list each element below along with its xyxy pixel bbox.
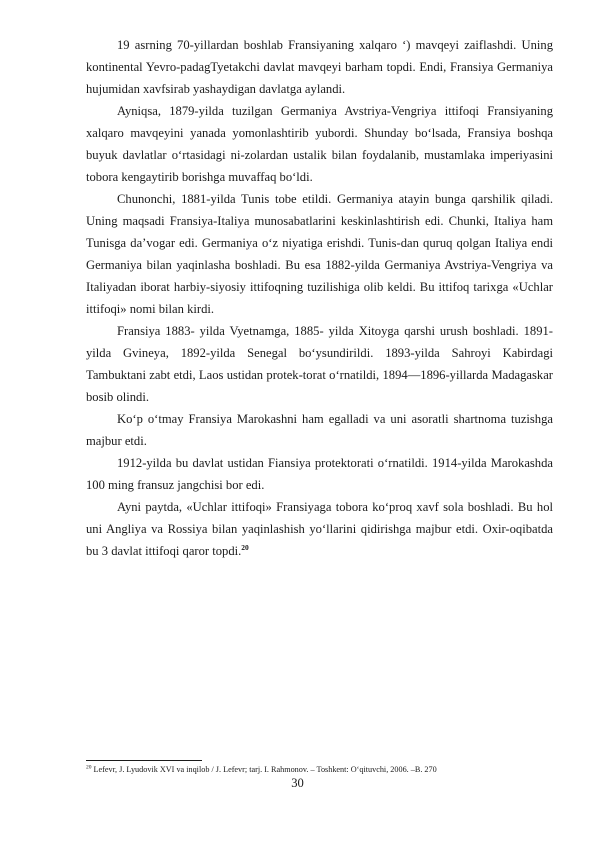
paragraph-6: 1912-yilda bu davlat ustidan Fiansiya protektorati o‘rnatildi. 1914-yilda Marokashda 100 ming fransuz jangchisi bor edi. — [86, 456, 553, 492]
paragraph-1: 19 asrning 70-yillardan boshlab Fransiyaning xalqaro ‘) mavqeyi zaiflashdi. Uning kontinental Yevro-padagTyetakchi davlat mavqeyi barham topdi. Endi, Fransiya Germaniya hujumidan xavfsirab yashaydigan davlatga aylandi. — [86, 38, 553, 96]
paragraph-3: Chunonchi, 1881-yilda Tunis tobe etildi. Germaniya atayin bunga qarshilik qiladi. Uning maqsadi Fransiya-Italiya munosabatlarini keskinlashtirish edi. Chunki, Italiya ham Tunisga da’vogar edi. Germaniya o‘z niyatiga erishdi. Tunis-dan quruq qolgan Italiya endi Germaniya bilan yaqinlasha boshladi. Bu esa 1882-yilda Germaniya Avstriya-Vengriya va Italiyadan iborat harbiy-siyosiy ittifoqning tuzilishiga olib keldi. Bu ittifoq tarixga «Uchlar ittifoqi» nomi bilan kirdi. — [86, 192, 553, 316]
paragraph-7-text: Ayni paytda, «Uchlar ittifoqi» Fransiyaga tobora ko‘proq xavf sola boshladi. Bu hol uni Angliya va Rossiya bilan yaqinlashish yo‘llarini qidirishga majbur etdi. Oxir-oqibatda bu 3 davlat ittifoqi qaror topdi. — [86, 500, 553, 558]
footnote-mark: 20 — [86, 764, 92, 771]
footnote-text: Lefevr, J. Lyudovik XVI va inqilob / J. Lefevr; tarj. I. Rahmonov. – Toshkent: O‘qituvchi, 2006. –B. 270 — [91, 765, 437, 774]
footnote-reference[interactable]: 20 — [241, 542, 249, 552]
footnote-divider — [86, 760, 202, 761]
paragraph-4: Fransiya 1883- yilda Vyetnamga, 1885- yilda Xitoyga qarshi urush boshladi. 1891-yilda Gvineya, 1892-yilda Senegal bo‘ysundirildi. 1893-yilda Sahroyi Kabirdagi Tambuktani zabt etdi, Laos ustidan protek-torat o‘rnatildi, 1894—1896-yillarda Madagaskar bosib olindi. — [86, 324, 553, 404]
page-number: 30 — [291, 776, 304, 790]
paragraph-2: Ayniqsa, 1879-yilda tuzilgan Germaniya Avstriya-Vengriya ittifoqi Fransiyaning xalqaro mavqeyini yanada yomonlashtirib yubordi. Shunday bo‘lsada, Fransiya boshqa buyuk davlatlar o‘rtasidagi ni-zolardan ustalik bilan foydalanib, mustamlaka imperiyasini tobora kengaytirib borishga muvaffaq bo‘ldi. — [86, 104, 553, 184]
paragraph-7 — [86, 496, 553, 562]
body-text — [86, 34, 553, 562]
paragraph-5: Ko‘p o‘tmay Fransiya Marokashni ham egalladi va uni asoratli shartnoma tuzishga majbur etdi. — [86, 412, 553, 448]
footnote — [86, 764, 556, 775]
